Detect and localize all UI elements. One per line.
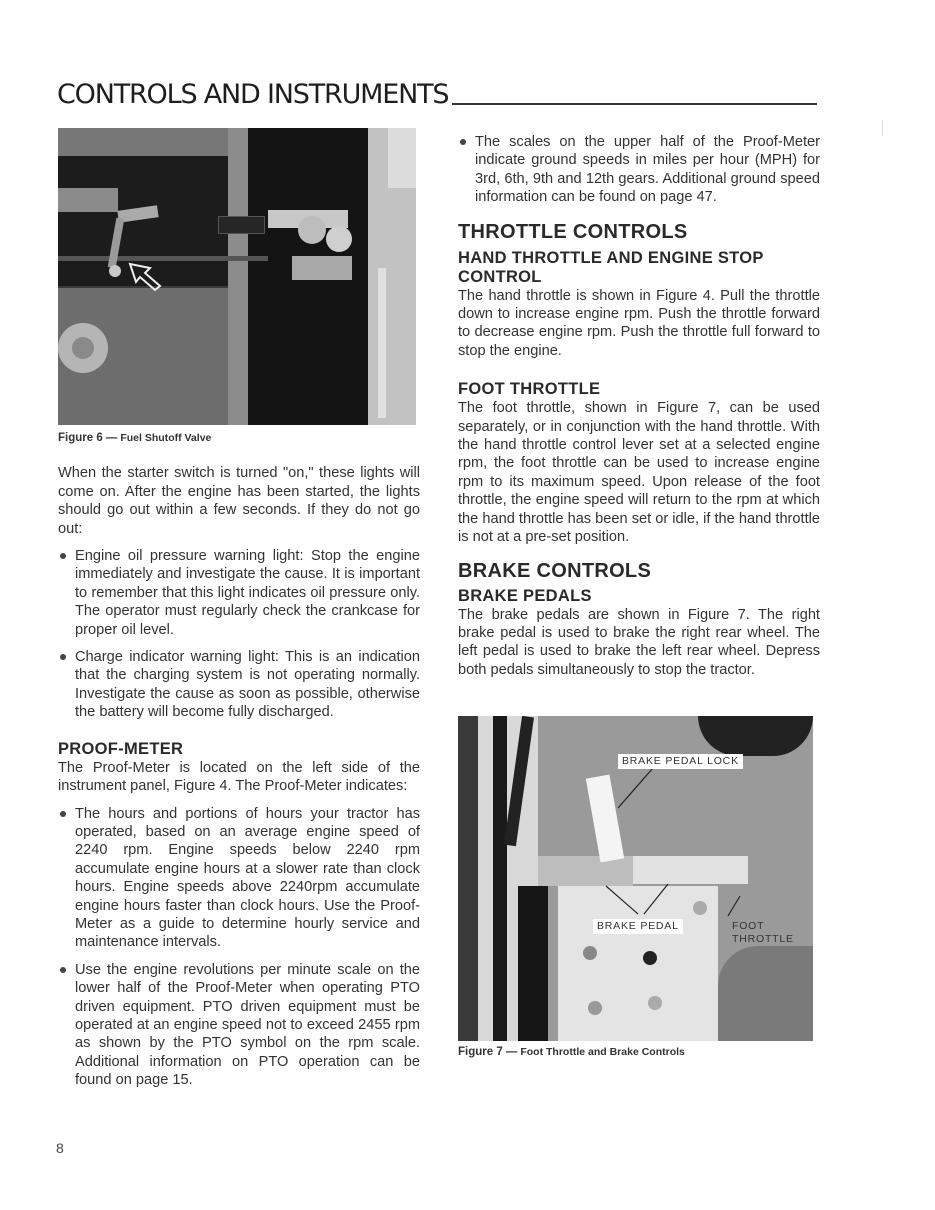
label-brake-pedal: BRAKE PEDAL (593, 919, 683, 934)
foot-throttle-text: The foot throttle, shown in Figure 7, can be used separately, or in conjunction with the hand throttle. With the hand throttle control lever set at a selected engine rpm, the foot throttle can be used to increase engine rpm to its maximum speed. Upon release of the foot throttle, the engine speed will return to the rpm at which the hand throttle has been set or idle, if the hand throttle is not at a pre-set position. (458, 400, 820, 546)
page-title: CONTROLS AND INSTRUMENTS (57, 79, 449, 110)
brake-pedals-text: The brake pedals are shown in Figure 7. The right brake pedal is used to brake the right rear wheel. The left pedal is used to brake the left rear wheel. Depress both pedals simultaneously to stop the tractor. (458, 606, 820, 678)
bullet-icon (60, 553, 66, 559)
list-item: The scales on the upper half of the Proof-Meter indicate ground speeds in miles per hour (MPH) for 3rd, 6th, 9th and 12th gears. Additional ground speed information can be found on page 47. (458, 133, 820, 207)
section-heading-brake-controls: BRAKE CONTROLS (458, 559, 652, 582)
list-item: Engine oil pressure warning light: Stop the engine immediately and investigate the cause. It is important to remember that this light indicates oil pressure only. The operator must regularly check the crankcase for proper oil level. (58, 547, 420, 639)
figure-7-caption: Figure 7 — Foot Throttle and Brake Controls (458, 1046, 685, 1059)
right-column (458, 128, 820, 1062)
page-number: 8 (56, 1140, 64, 1156)
subheading-hand-throttle: HAND THROTTLE AND ENGINE STOP CONTROL (458, 248, 764, 286)
section-heading-throttle-controls: THROTTLE CONTROLS (458, 220, 688, 243)
list-item: Charge indicator warning light: This is an indication that the charging system is not operating normally. Investigate the cause as soon as possible, otherwise the battery will become fully discharged. (58, 648, 420, 722)
figure-6-caption: Figure 6 — Fuel Shutoff Valve (58, 432, 212, 444)
hand-throttle-text: The hand throttle is shown in Figure 4. Pull the throttle down to increase engine rpm. Push the throttle forward to decrease engine rpm. Push the throttle full forward to stop the engine. (458, 287, 820, 359)
bullet-icon (60, 967, 66, 973)
figure-7-photo (458, 716, 813, 1041)
intro-paragraph: When the starter switch is turned "on," these lights will come on. After the engine has been started, the lights should go out within a few seconds. If they do not go out: (58, 465, 420, 537)
bullet-icon (460, 139, 466, 145)
list-item: Use the engine revolutions per minute scale on the lower half of the Proof-Meter when operating PTO driven equipment. PTO driven equipment must be operated at an engine speed not to exceed 2455 rpm as shown by the PTO symbol on the rpm scale. Additional information on PTO operation can be found on page 15. (58, 961, 420, 1090)
subheading-brake-pedals: BRAKE PEDALS (458, 586, 592, 605)
list-item: The hours and portions of hours your tractor has operated, based on an average engine speed of 2240 rpm. Engine speeds below 2240 rpm accumulate engine hours at a slower rate than clock hours. Engine speeds above 2240rpm accumulate engine hours faster than clock hours. Use the Proof-Meter as a guide to determine hourly service and maintenance intervals. (58, 805, 420, 952)
bullet-icon (60, 654, 66, 660)
header-rule (452, 103, 817, 105)
margin-mark (882, 120, 883, 136)
left-column (58, 128, 420, 1090)
figure-6-photo (58, 128, 416, 425)
section-heading-proof-meter: PROOF-METER (58, 739, 184, 758)
subheading-foot-throttle: FOOT THROTTLE (458, 380, 601, 399)
label-brake-pedal-lock: BRAKE PEDAL LOCK (618, 754, 743, 769)
page-header (57, 68, 817, 108)
outline-arrow-icon (128, 262, 164, 292)
bullet-icon (60, 811, 66, 817)
proof-meter-intro: The Proof-Meter is located on the left side of the instrument panel, Figure 4. The Proof-Meter indicates: (58, 759, 420, 795)
label-foot-throttle: FOOT THROTTLE (732, 920, 794, 946)
